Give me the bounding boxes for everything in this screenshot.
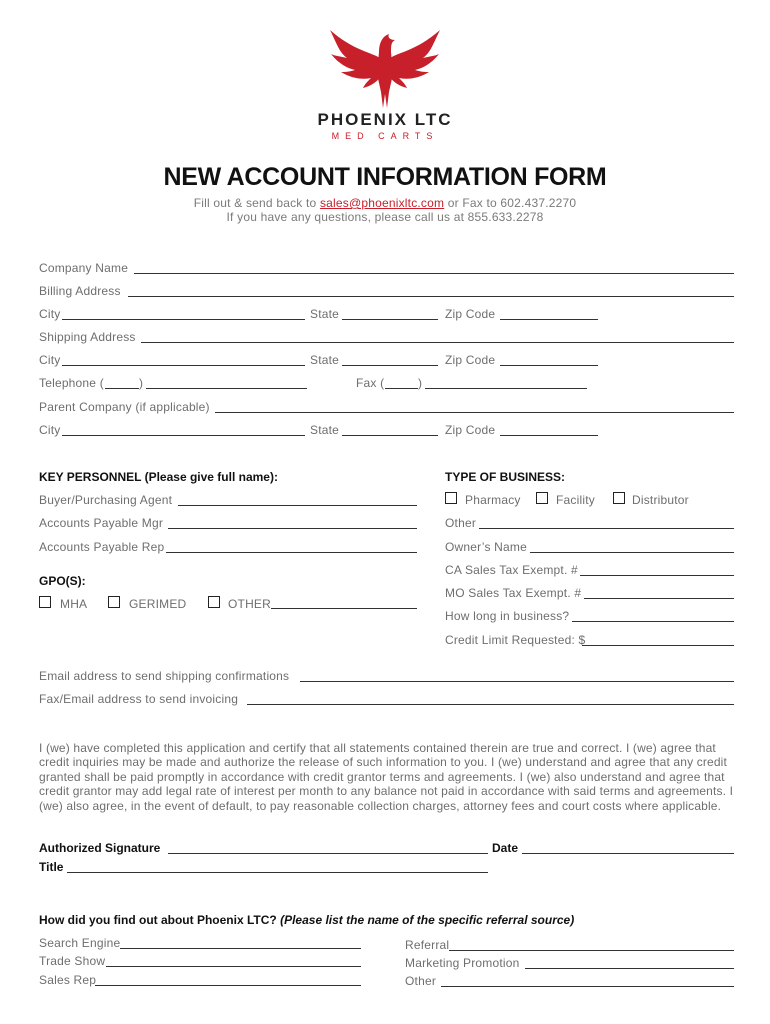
fax-field[interactable] <box>425 388 587 389</box>
telephone-paren: ) <box>139 376 144 390</box>
state-label: State <box>310 353 340 367</box>
facility-checkbox[interactable] <box>536 492 548 504</box>
ap-mgr-field[interactable] <box>168 528 417 529</box>
business-type-heading: TYPE OF BUSINESS: <box>445 470 566 484</box>
buyer-label: Buyer/Purchasing Agent <box>39 493 173 507</box>
title-label: Title <box>39 860 64 874</box>
subtitle-suffix: or Fax to 602.437.2270 <box>444 196 577 210</box>
shipping-state-field[interactable] <box>342 365 438 366</box>
shipping-city-field[interactable] <box>62 365 305 366</box>
authorized-signature-label: Authorized Signature <box>39 841 161 855</box>
company-name-field[interactable] <box>134 273 734 274</box>
fax-invoicing-label: Fax/Email address to send invoicing <box>39 692 239 706</box>
zip-label: Zip Code <box>445 353 496 367</box>
page-title: NEW ACCOUNT INFORMATION FORM <box>163 163 607 191</box>
subtitle-line-1 <box>0 196 770 210</box>
referral-other-field[interactable] <box>441 986 734 987</box>
email-shipping-label: Email address to send shipping confirmations <box>39 669 290 683</box>
shipping-address-field[interactable] <box>141 342 734 343</box>
city-label: City <box>39 423 61 437</box>
state-label: State <box>310 307 340 321</box>
search-engine-field[interactable] <box>120 948 361 949</box>
date-label: Date <box>492 841 519 855</box>
subtitle-prefix: Fill out & send back to <box>193 196 320 210</box>
fax-paren: ) <box>418 376 423 390</box>
parent-city-field[interactable] <box>62 435 305 436</box>
certification-text: I (we) have completed this application and certify that all statements contained therein are true and correct. I (we) agree that credit inquiries may be made and authorize the release of such information to you. I (we) understand and agree that any credit granted shall be paid promptly in accordance with credit grantor terms and agreements. I (we) also understand and agree that credit grantor may add legal rate of interest per month to any balance not paid in accordance with said terms and agreements. I (we) also agree, in the event of default, to pay reasonable collection charges, attorney fees and court costs where applicable. <box>39 741 734 813</box>
date-field[interactable] <box>522 853 734 854</box>
billing-zip-field[interactable] <box>500 319 598 320</box>
parent-company-label: Parent Company (if applicable) <box>39 400 210 414</box>
business-other-field[interactable] <box>479 528 734 529</box>
key-personnel-heading: KEY PERSONNEL (Please give full name): <box>39 470 278 484</box>
fax-area-field[interactable] <box>385 388 418 389</box>
authorized-signature-field[interactable] <box>168 853 488 854</box>
billing-address-field[interactable] <box>128 296 734 297</box>
pharmacy-checkbox[interactable] <box>445 492 457 504</box>
search-engine-label: Search Engine <box>39 936 121 950</box>
distributor-label: Distributor <box>632 493 689 507</box>
company-name-label: Company Name <box>39 261 129 275</box>
billing-city-field[interactable] <box>62 319 305 320</box>
trade-show-field[interactable] <box>106 966 361 967</box>
gpo-other-field[interactable] <box>271 608 417 609</box>
ca-tax-label: CA Sales Tax Exempt. # <box>445 563 578 577</box>
gpo-other-label: OTHER <box>228 597 271 611</box>
credit-limit-label: Credit Limit Requested: $ <box>445 633 586 647</box>
zip-label: Zip Code <box>445 423 496 437</box>
marketing-promotion-label: Marketing Promotion <box>405 956 520 970</box>
how-long-field[interactable] <box>572 621 734 622</box>
email-link[interactable]: sales@phoenixltc.com <box>319 196 445 210</box>
referral-question-text: How did you find out about Phoenix LTC? <box>39 913 277 927</box>
phoenix-bird-icon <box>325 22 445 110</box>
billing-state-field[interactable] <box>342 319 438 320</box>
brand-name: PHOENIX LTC <box>317 110 453 129</box>
gpo-mha-label: MHA <box>60 597 88 611</box>
brand-tagline: MED CARTS <box>331 131 439 141</box>
parent-zip-field[interactable] <box>500 435 598 436</box>
ap-mgr-label: Accounts Payable Mgr <box>39 516 164 530</box>
ca-tax-field[interactable] <box>580 575 734 576</box>
referral-field[interactable] <box>449 950 734 951</box>
city-label: City <box>39 307 61 321</box>
gpo-gerimed-label: GERIMED <box>129 597 187 611</box>
owner-name-label: Owner’s Name <box>445 540 527 554</box>
ap-rep-label: Accounts Payable Rep <box>39 540 165 554</box>
ap-rep-field[interactable] <box>166 552 417 553</box>
referral-label: Referral <box>405 938 450 952</box>
gpo-heading: GPO(S): <box>39 574 86 588</box>
shipping-address-label: Shipping Address <box>39 330 136 344</box>
city-label: City <box>39 353 61 367</box>
referral-hint: (Please list the name of the specific referral source) <box>280 913 575 927</box>
pharmacy-label: Pharmacy <box>465 493 521 507</box>
fax-label: Fax ( <box>356 376 385 390</box>
gpo-mha-checkbox[interactable] <box>39 596 51 608</box>
mo-tax-field[interactable] <box>584 598 734 599</box>
shipping-zip-field[interactable] <box>500 365 598 366</box>
fax-invoicing-field[interactable] <box>247 704 734 705</box>
telephone-label: Telephone ( <box>39 376 104 390</box>
subtitle-line-2: If you have any questions, please call us at 855.633.2278 <box>226 210 544 224</box>
how-long-label: How long in business? <box>445 609 570 623</box>
facility-label: Facility <box>556 493 595 507</box>
billing-address-label: Billing Address <box>39 284 121 298</box>
title-field[interactable] <box>67 872 488 873</box>
sales-rep-field[interactable] <box>95 985 361 986</box>
credit-limit-field[interactable] <box>582 645 734 646</box>
referral-other-label: Other <box>405 974 437 988</box>
mo-tax-label: MO Sales Tax Exempt. # <box>445 586 582 600</box>
marketing-promotion-field[interactable] <box>525 968 734 969</box>
referral-question <box>39 913 574 927</box>
zip-label: Zip Code <box>445 307 496 321</box>
business-other-label: Other <box>445 516 477 530</box>
gpo-other-checkbox[interactable] <box>208 596 220 608</box>
trade-show-label: Trade Show <box>39 954 106 968</box>
buyer-field[interactable] <box>178 505 417 506</box>
telephone-field[interactable] <box>146 388 307 389</box>
parent-state-field[interactable] <box>342 435 438 436</box>
gpo-gerimed-checkbox[interactable] <box>108 596 120 608</box>
owner-name-field[interactable] <box>530 552 734 553</box>
sales-rep-label: Sales Rep <box>39 973 97 987</box>
email-shipping-field[interactable] <box>300 681 734 682</box>
distributor-checkbox[interactable] <box>613 492 625 504</box>
telephone-area-field[interactable] <box>105 388 139 389</box>
parent-company-field[interactable] <box>215 412 734 413</box>
state-label: State <box>310 423 340 437</box>
